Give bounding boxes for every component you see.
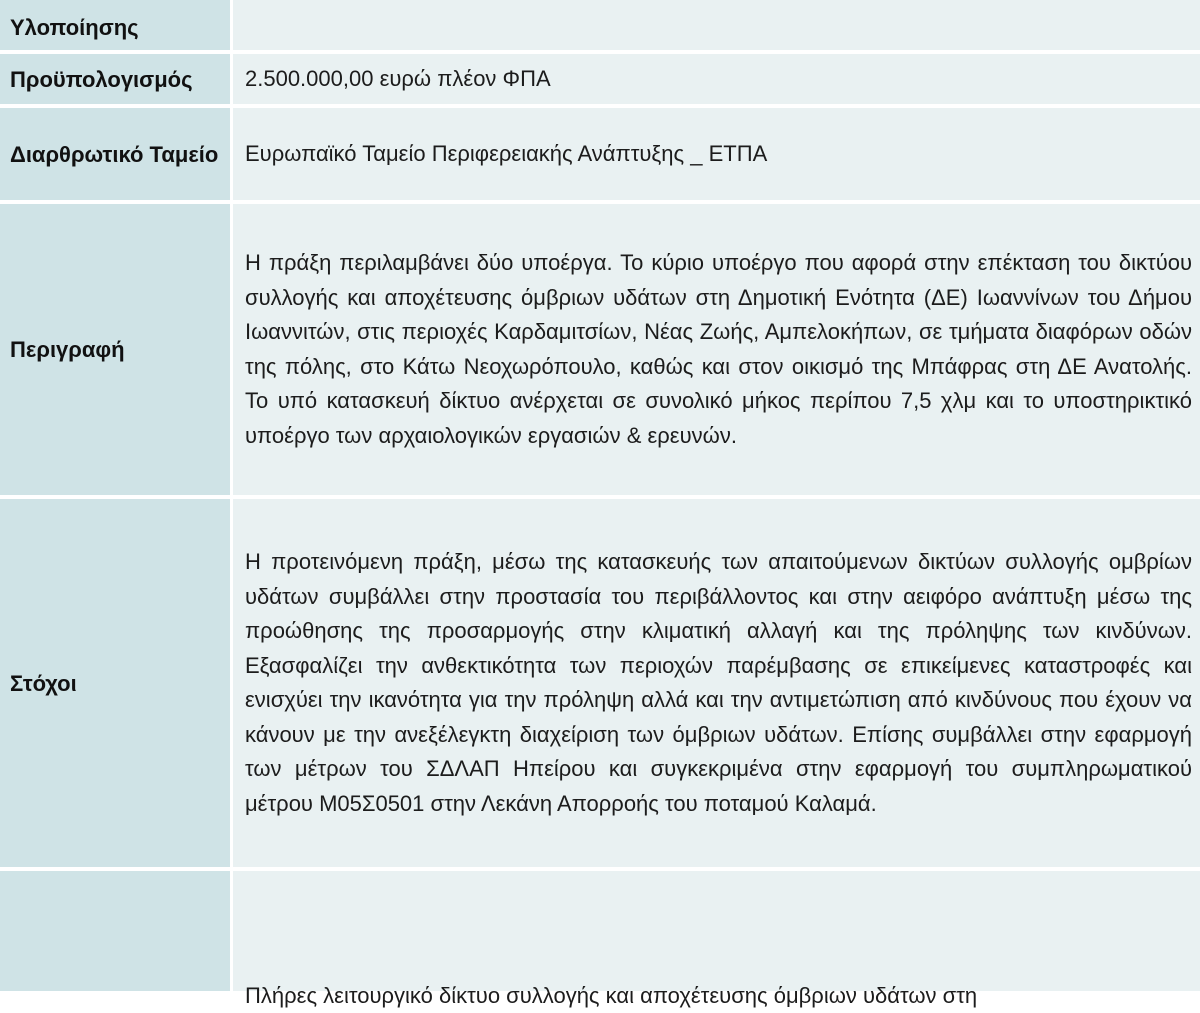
row-value-text	[245, 0, 1192, 5]
table-row	[0, 499, 1200, 871]
row-label: Υλοποίησης	[0, 0, 230, 50]
table-row	[0, 871, 1200, 995]
row-value	[230, 499, 1200, 867]
row-label: Στόχοι	[0, 499, 230, 867]
row-label: Περιγραφή	[0, 204, 230, 495]
row-value-text: Πλήρες λειτουργικό δίκτυο συλλογής και αποχέτευσης όμβριων υδάτων στη	[245, 979, 1192, 1013]
row-value-text: 2.500.000,00 ευρώ πλέον ΦΠΑ	[245, 62, 1192, 97]
row-value	[230, 0, 1200, 50]
row-value	[230, 871, 1200, 991]
table-row	[0, 0, 1200, 54]
table-row	[0, 204, 1200, 499]
row-label	[0, 871, 230, 991]
row-value-text: Ευρωπαϊκό Ταμείο Περιφερειακής Ανάπτυξης _ ΕΤΠΑ	[245, 137, 1192, 172]
table-row	[0, 108, 1200, 204]
row-value	[230, 204, 1200, 495]
row-value-text: Η πράξη περιλαμβάνει δύο υποέργα. Το κύριο υποέργο που αφορά στην επέκταση του δικτύου συλλογής και αποχέτευσης όμβριων υδάτων στη Δημοτική Ενότητα (ΔΕ) Ιωαννίνων του Δήμου Ιωαννιτών, στις περιοχές Καρδαμιτσίων, Νέας Ζωής, Αμπελοκήπων, σε τμήματα διαφόρων οδών της πόλης, στο Κάτω Νεοχωρόπουλο, καθώς και στον οικισμό της Μπάφρας στη ΔΕ Ανατολής. Το υπό κατασκευή δίκτυο ανέρχεται σε συνολικό μήκος περίπου 7,5 χλμ και το υποστηρικτικό υποέργο των αρχαιολογικών εργασιών & ερευνών.	[245, 246, 1192, 453]
row-value	[230, 108, 1200, 200]
table-row	[0, 54, 1200, 108]
row-value-text: Η προτεινόμενη πράξη, μέσω της κατασκευής των απαιτούμενων δικτύων συλλογής ομβρίων υδάτων συμβάλλει στην προστασία του περιβάλλοντος και στην αειφόρο ανάπτυξη μέσω της προώθησης της προσαρμογής στην κλιματική αλλαγή και της πρόληψης των κινδύνων. Εξασφαλίζει την ανθεκτικότητα των περιοχών παρέμβασης σε επικείμενες καταστροφές και ενισχύει την ικανότητα για την πρόληψη αλλά και την αντιμετώπιση από κινδύνους που έχουν να κάνουν με την ανεξέλεγκτη διαχείριση των όμβριων υδάτων. Επίσης συμβάλλει στην εφαρμογή των μέτρων του ΣΔΛΑΠ Ηπείρου και συγκεκριμένα στην εφαρμογή του συμπληρωματικού μέτρου Μ05Σ0501 στην Λεκάνη Απορροής του ποταμού Καλαμά.	[245, 545, 1192, 821]
row-label: Διαρθρωτικό Ταμείο	[0, 108, 230, 200]
row-label: Προϋπολογισμός	[0, 54, 230, 104]
row-value	[230, 54, 1200, 104]
